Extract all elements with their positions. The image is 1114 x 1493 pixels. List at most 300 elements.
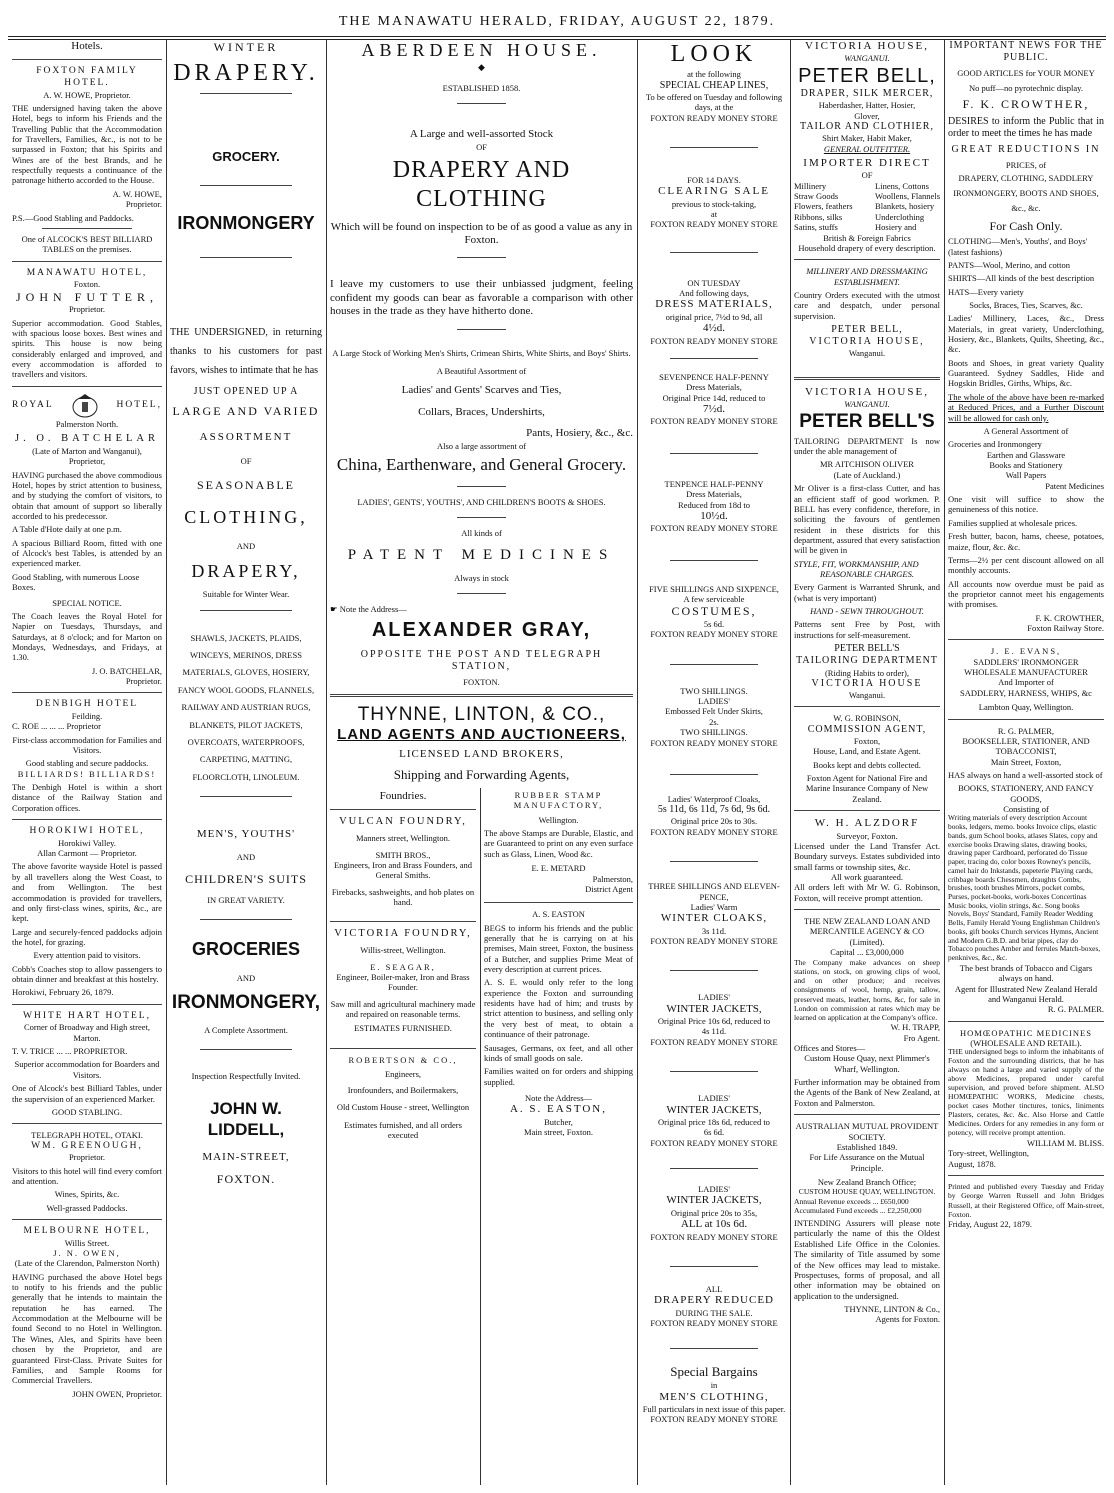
- saddlers-line: SADDLERS' IRONMONGER WHOLESALE MANUFACTURER: [964, 656, 1088, 678]
- column-hotels: [12, 40, 162, 1485]
- land-agents: LAND AGENTS AND AUCTIONEERS,: [337, 725, 626, 743]
- royal-hotel-name: J. O. BATCHELAR: [14, 433, 159, 445]
- hats-line: HATS—Every variety: [948, 286, 1024, 297]
- horokiwi-hotel-body4: Cobb's Coaches stop to allow passengers to obtain dinner and breakfast at this hostelry.: [12, 963, 162, 985]
- thynne-heading: THYNNE, LINTON, & CO.,: [357, 703, 606, 725]
- tobacco-line: The best brands of Tobacco and Cigars always on hand.: [959, 962, 1093, 984]
- denbigh-hotel-title: DENBIGH HOTEL: [35, 699, 139, 710]
- store-14: FOXTON READY MONEY STORE: [650, 1414, 778, 1425]
- reasonable-line: REASONABLE CHARGES.: [820, 569, 914, 580]
- vulcan-heading: VULCAN FOUNDRY,: [339, 816, 467, 828]
- stock-line: A Large and well-assorted Stock: [409, 128, 554, 141]
- easton-begs: BEGS to inform his friends and the public generally that he is carrying on at his premises, Main street, Foxton, the business of a Butcher, and supplies Prime Meat of every description at current prices.: [484, 922, 633, 975]
- column-divider: [326, 40, 327, 1485]
- white-hart-title: WHITE HART HOTEL,: [23, 1010, 151, 1021]
- masthead: THE MANAWATU HERALD, FRIDAY, AUGUST 22, 1879.: [338, 14, 776, 29]
- amp-revenue: Annual Revenue exceeds ... £650,000: [794, 1196, 909, 1206]
- suitable-label: Suitable for Winter Wear.: [202, 589, 290, 600]
- hotels-heading: Hotels.: [71, 40, 103, 52]
- white-hart-stabling: GOOD STABLING.: [51, 1106, 123, 1117]
- which-line: Which will be found on inspection to be of as good a value as any in Foxton.: [330, 220, 633, 246]
- foxton-hotel-body: THE undersigned having taken the above Hotel, begs to inform his Friends and the Travelling Public that the Accommodation for Travellers, Families, &c., is not to be surpassed in Foxton; that his Spirits and Wines are of the best Brands, and he respectfully requests a continuance of the patronage hitherto accorded to the House.: [12, 102, 162, 186]
- patent-medicines: PATENT MEDICINES: [347, 547, 616, 564]
- wj3-ladies: LADIES': [698, 1184, 730, 1195]
- previous-line: previous to stock-taking,: [671, 198, 757, 209]
- store-11: FOXTON READY MONEY STORE: [650, 1137, 778, 1148]
- wj-ladies: LADIES': [698, 992, 730, 1003]
- denbigh-hotel-place: Feilding.: [71, 710, 103, 721]
- royal-hotel-notice: The Coach leaves the Royal Hotel for Napier on Tuesdays, Thursdays, and Saturdays, at 8 o'clock; and for Marton on Mondays, Wednesdays, and Fridays, at 1.30.: [12, 610, 162, 663]
- tailoring-line: TAILORING DEPARTMENT Is now under the able management of: [794, 435, 940, 457]
- clothing-line: CLOTHING—Men's, Youths', and Boys' (latest fashions): [948, 236, 1088, 257]
- peter-bells-3: PETER BELL'S: [834, 643, 900, 655]
- great-reductions: GREAT REDUCTIONS IN: [951, 144, 1101, 156]
- store-12: FOXTON READY MONEY STORE: [650, 1231, 778, 1242]
- following-line: at the following: [687, 69, 741, 80]
- offices-line: Offices and Stores—: [794, 1043, 866, 1053]
- socks-line: Socks, Braces, Ties, Scarves, &c.: [969, 299, 1083, 310]
- seven-dm: Dress Materials,: [686, 382, 742, 393]
- further-info: Further information may be obtained from the Agents of the Bank of New Zealand, at Foxton and Palmerston.: [794, 1077, 940, 1108]
- crowther-name: F. K. CROWTHER,: [962, 97, 1090, 112]
- winter-jackets-2: WINTER JACKETS,: [666, 1103, 762, 1116]
- trapp-role: Fro Agent.: [903, 1032, 940, 1043]
- royal-hotel-body3: A spacious Billiard Room, fitted with one of Alcock's best Tables, is attended by an experienced marker.: [12, 537, 162, 569]
- melbourne-hotel-sign: JOHN OWEN, Proprietor.: [72, 1388, 162, 1399]
- tenpence: TENPENCE HALF-PENNY: [664, 478, 764, 489]
- royal-hotel-right: HOTEL,: [116, 399, 162, 410]
- smith-bros: SMITH BROS.,: [375, 849, 431, 860]
- victoria-addr: Willis-street, Wellington.: [360, 945, 446, 956]
- wanganui-3: Wanganui.: [848, 690, 886, 701]
- denbigh-hotel-name: C. ROE ... ... ... Proprietor: [12, 721, 102, 732]
- shipping-line: Shipping and Forwarding Agents,: [393, 767, 570, 783]
- and-label-3: AND: [236, 973, 256, 984]
- robinson-house: House, Land, and Estate Agent.: [813, 746, 921, 757]
- robertson-heading: ROBERTSON & CO.,: [348, 1054, 458, 1065]
- household-line: Household drapery of every description.: [798, 242, 936, 253]
- wj3-now: ALL at 10s 6d.: [680, 1218, 748, 1231]
- pants-line-6: PANTS—Wool, Merino, and cotton: [948, 259, 1071, 270]
- column-easton: [484, 790, 633, 1485]
- column-liddell: [170, 40, 322, 1485]
- agent-line: Agent for Illustrated New Zealand Herald and Wanganui Herald.: [954, 983, 1098, 1004]
- just-opened: JUST OPENED UP A: [193, 385, 299, 397]
- offered-line: To be offered on Tuesday and following days, at the: [645, 91, 783, 113]
- victoria-foundry-heading: VICTORIA FOUNDRY,: [334, 928, 472, 940]
- wj-now: 4s 11d.: [701, 1026, 727, 1037]
- estimates-furnished: Estimates furnished, and all orders executed: [344, 1120, 462, 1141]
- amp-heading: AUSTRALIAN MUTUAL PROVIDENT SOCIETY.: [795, 1121, 939, 1142]
- robinson-fire: Foxton Agent for National Fire and Marine Insurance Company of New Zealand.: [805, 773, 929, 804]
- childrens-suits: CHILDREN'S SUITS: [185, 872, 307, 887]
- palmer-list: Writing materials of every description Account books, ledgers, memo. books Invoice clips, elastic bands, gum School books, atlases Slates, copy and exercise books Drawing slates, drawing books, drawing paper Cardboard, perforated do Tissue paper, tracing do, color boxes Rowney's pencils, camel hair do Inkstands, papeterie Playing cards, cribbage boards Chessmen, draughts Combs, brushes, tooth brushes Mirrors, pocket combs, Purses, pocket-books, work-boxes Concertinas Music books, violin strings, &c. Song books Novels, Boys' Standard, Family Reader Wedding Bells, Family Herald Young Englishman Children's books, gift books Church services Hymns, Ancient and Modern G.B.D. and briar pipes, clay do Tobacco pouches Amber and ferrules Match-boxes, penknives, &c., &c.: [948, 813, 1101, 963]
- bookseller-line: BOOKSELLER, STATIONER, AND TOBACCONIST,: [962, 735, 1090, 757]
- liddell-thanks: THE UNDERSIGNED, in returning thanks to his customers for past favors, wishes to intimate that he has: [170, 326, 322, 376]
- on-tuesday: ON TUESDAY: [687, 277, 741, 288]
- drapery-reduced: DRAPERY REDUCED: [653, 1294, 775, 1307]
- all-label: ALL: [705, 1283, 723, 1294]
- store-9: FOXTON READY MONEY STORE: [650, 936, 778, 946]
- ironmongery-heading-2: IRONMONGERY,: [171, 992, 321, 1014]
- royal-hotel-header: [12, 393, 162, 419]
- licensed-brokers: LICENSED LAND BROKERS,: [399, 747, 564, 760]
- main-street: MAIN-STREET,: [202, 1150, 290, 1163]
- wanganui-1: WANGANUI.: [844, 53, 890, 64]
- column-divider: [166, 40, 167, 1485]
- full-particulars: Full particulars in next issue of this paper.: [642, 1404, 786, 1415]
- note-address: [330, 604, 633, 614]
- crowther-sign: F. K. CROWTHER,: [1035, 612, 1104, 623]
- rubber-stamps-body: The above Stamps are Durable, Elastic, and are Guaranteed to print on any even surface such as Glass, Linen, Wood &c.: [484, 828, 633, 859]
- white-hart-name: T. V. TRICE ... ... PROPRIETOR.: [12, 1046, 128, 1057]
- royal-crest-icon: [68, 393, 102, 419]
- metard-name: E. E. METARD: [531, 863, 586, 874]
- nz-loan-capital: Capital ... £3,000,000: [830, 947, 904, 958]
- white-hart-addr: Corner of Broadway and High street, Marton.: [23, 1022, 151, 1043]
- foxton-hotel-ps: P.S.—Good Stabling and Paddocks.: [12, 212, 134, 223]
- foundries-heading: Foundries.: [379, 790, 427, 802]
- easton-heading: A. S. EASTON: [532, 909, 585, 920]
- drapery-heading: DRAPERY.: [173, 59, 319, 86]
- winter-jackets-3: WINTER JACKETS,: [666, 1194, 762, 1207]
- allkinds-line: All kinds of: [461, 528, 502, 538]
- commission-agent: COMMISSION AGENT,: [807, 723, 927, 735]
- palmer-has: HAS always on hand a well-assorted stock of: [948, 769, 1103, 780]
- rubber-heading: RUBBER STAMP MANUFACTORY,: [513, 790, 604, 811]
- foxton-town: FOXTON.: [216, 1172, 276, 1187]
- melbourne-hotel-name: J. N. OWEN,: [53, 1247, 121, 1258]
- pointing-hand-icon: ☛: [330, 604, 340, 615]
- during-sale: DURING THE SALE.: [675, 1307, 753, 1318]
- seagar-desc: Engineer, Boiler-maker, Iron and Brass Founder.: [336, 971, 470, 993]
- groceries-heading: GROCERIES: [191, 939, 301, 960]
- prices-of: PRICES, of: [1005, 160, 1047, 171]
- amp-life: For Life Assurance on the Mutual Principle.: [809, 1152, 925, 1173]
- store-8: FOXTON READY MONEY STORE: [650, 826, 778, 837]
- and-label-2: AND: [236, 851, 256, 862]
- robinson-foxton: Foxton,: [853, 736, 881, 747]
- one-visit: One visit will suffice to show the genuineness of this notice.: [948, 494, 1104, 515]
- oliver-name: MR AITCHISON OLIVER: [820, 459, 914, 470]
- easton-butcher: Butcher,: [544, 1116, 573, 1127]
- telegraph-hotel-name: WM. GREENOUGH,: [31, 1140, 143, 1151]
- saddlery-line: SADDLERY, HARNESS, WHIPS, &c: [960, 687, 1092, 698]
- column-aberdeen: ABERDEEN HOUSE. ◆ ESTABLISHED 1858. A Large and well-assorted Stock OF DRAPERY AND CLOTHING Which will be found on inspection to be of as good a value as any in Foxton. I leave my customers to use their unbiassed judgment, feeling confident my goods can bear as favorable a comparison with other houses in the trade as they have hitherto done. A Large Stock of Working Men's Shirts, Crimean Shirts, White Shirts, and Boys' Shirts. A Beautiful Assortment of Ladies' and Gents' Scarves and Ties, Collars, Braces, Undershirts, Pants, Hosiery, &c., &c. Also a large assortment of China, Earthenware, and General Grocery. LADIES', GENTS', YOUTHS', AND CHILDREN'S BOOTS & SHOES. All kinds of PATENT MEDICINES Always in stock ☛ Note the Address— ALEXANDER GRAY, OPPOSITE THE POST AND TELEGRAPH STATION, FOXTON. THYNNE, LINTON, & CO., LAND AGENTS AND AUCTIONEERS, LICENSED LAND BROKERS, Shipping and Forwarding Agents,: [330, 40, 633, 785]
- and-label-1: AND: [236, 540, 256, 551]
- books-fancy: BOOKS, STATIONERY, AND FANCY GOODS,: [958, 783, 1094, 804]
- royal-hotel-late: (Late of Marton and Wanganui),: [32, 445, 142, 456]
- royal-hotel-body2: A Table d'Hote daily at one p.m.: [12, 524, 122, 535]
- manawatu-hotel-body: Superior accommodation. Good Stables, with spacious loose boxes. Best wines and spirits. This house is now being considerably enlarged and improved, and every accommodation is afforded to travellers and visitors.: [12, 317, 162, 380]
- ironmongery-heading: IRONMONGERY: [177, 212, 315, 233]
- general-assortment: A General Assortment of: [983, 425, 1069, 436]
- store-1: FOXTON READY MONEY STORE: [650, 112, 778, 123]
- for14: FOR 14 DAYS.: [687, 174, 741, 185]
- waterproof-prices: 5s 11d, 6s 11d, 7s 6d, 9s 6d.: [657, 804, 771, 816]
- patent-line: Patent Medicines: [1045, 480, 1104, 491]
- of-importer: OF: [861, 170, 873, 181]
- metard-district: District Agent: [585, 883, 633, 894]
- books-line: Books and Stationery: [989, 459, 1063, 470]
- robertson-engineers: Engineers,: [384, 1069, 422, 1080]
- easton-note: Note the Address—: [524, 1092, 593, 1103]
- bliss-name: WILLIAM M. BLISS.: [1027, 1137, 1104, 1148]
- winter-jackets: WINTER JACKETS,: [666, 1002, 762, 1015]
- costumes-price: 5s 6d.: [703, 619, 725, 630]
- seven-orig: Original Price 14d, reduced to: [662, 392, 766, 403]
- terms-line: Terms—2½ per cent discount allowed on all monthly accounts.: [948, 554, 1104, 576]
- metard-palmerston: Palmerston,: [592, 873, 633, 884]
- in-label: in: [710, 1380, 718, 1391]
- drapery-heading-2: DRAPERY,: [191, 561, 301, 582]
- pants-line: Pants, Hosiery, &c., &c.: [526, 427, 633, 440]
- dress-now: 4½d.: [703, 322, 725, 335]
- printed-line: Printed and published every Tuesday and Friday by George Warren Russell and John Bridges Russell, at their Registered Office, off Main-street, Foxton.: [948, 1182, 1104, 1219]
- fresh-line: Fresh butter, bacon, hams, cheese, potatoes, maize, flour, &c. &c.: [948, 531, 1104, 552]
- winter-label: WINTER: [213, 40, 279, 54]
- country-orders: Country Orders executed with the utmost care and despatch, under personal supervision.: [794, 289, 940, 321]
- nz-loan-heading: THE NEW ZEALAND LOAN AND MERCANTILE AGENCY & CO: [804, 916, 930, 937]
- inspection-invited: Inspection Respectfully Invited.: [191, 1070, 301, 1081]
- opposite-line: OPPOSITE THE POST AND TELEGRAPH STATION,: [360, 648, 603, 672]
- royal-hotel-place: Palmerston North.: [55, 418, 119, 429]
- column-crowther: [948, 40, 1104, 1485]
- five-shillings: FIVE SHILLINGS AND SIXPENCE,: [649, 583, 779, 594]
- at-line: at: [710, 209, 718, 220]
- beautiful-line: A Beautiful Assortment of: [436, 365, 527, 376]
- amp-intending: INTENDING Assurers will please note particularly the name of this the Oldest Established Life Office in the Colonies. The similarity of Title assumed by some of the New offices may lead to mistake. Prospectuses, forms of proposal, and all other information may be obtained on application to the undersigned.: [794, 1218, 940, 1301]
- masthead-rule: [8, 36, 1106, 37]
- alzdorf-work: All work guaranteed.: [831, 872, 903, 883]
- telegraph-hotel-title: TELEGRAPH HOTEL, OTAKI.: [31, 1130, 143, 1141]
- shirt-line: Shirt Maker, Habit Maker,: [822, 133, 912, 144]
- dress-price: original price, 7½d to 9d, all: [665, 311, 763, 322]
- british-line: British & Foreign Fabrics: [823, 232, 911, 243]
- ten-orig: Reduced from 18d to: [678, 499, 750, 510]
- ten-now: 10½d.: [700, 509, 728, 522]
- complete-assortment: A Complete Assortment.: [204, 1024, 288, 1035]
- mens-youths: MEN'S, YOUTHS': [196, 828, 296, 841]
- store-10: FOXTON READY MONEY STORE: [650, 1036, 778, 1047]
- mens-clothing: MEN'S CLOTHING,: [659, 1390, 769, 1403]
- clearing-sale: CLEARING SALE: [658, 185, 770, 198]
- shirts-line-6: SHIRTS—All kinds of the best description: [948, 273, 1095, 284]
- goods-columns: [794, 181, 940, 233]
- garment-line: Every Garment is Warranted Shrunk, and (what is very important): [794, 582, 940, 603]
- estimates-line: ESTIMATES FURNISHED.: [354, 1023, 452, 1034]
- special-bargains: Special Bargains: [670, 1364, 758, 1380]
- royal-hotel-left: ROYAL: [12, 399, 54, 410]
- goods-left: Millinery Straw Goods Flowers, feathers Ribbons, silks Satins, stuffs: [794, 180, 853, 233]
- families-line: Families supplied at wholesale prices.: [948, 517, 1078, 528]
- crowther-sign-2: Foxton Railway Store.: [1027, 623, 1104, 634]
- aberdeen-heading: ABERDEEN HOUSE.: [361, 40, 602, 60]
- assortment-label: ASSORTMENT: [199, 430, 293, 443]
- palmer-sign: R. G. PALMER.: [1047, 1004, 1104, 1015]
- store-3: FOXTON READY MONEY STORE: [650, 335, 778, 346]
- rubber-wellington: Wellington.: [538, 814, 579, 825]
- large-varied: LARGE AND VARIED: [172, 403, 320, 418]
- sawmill-line: Saw mill and agricultural machinery made and repaired on reasonable terms.: [330, 998, 476, 1019]
- horokiwi-hotel-place: Horokiwi Valley.: [58, 837, 116, 848]
- vulcan-addr: Manners street, Wellington.: [355, 833, 451, 844]
- amp-thynne: THYNNE, LINTON & Co.,: [844, 1303, 940, 1314]
- liddell-name: JOHN W. LIDDELL,: [207, 1099, 285, 1140]
- royal-hotel-body1: HAVING purchased the above commodious Hotel, hopes by strict attention to business, and by studying the comfort of visitors, to obtain that amount of support so liberally accorded to his predecessor.: [12, 469, 162, 521]
- alzdorf-licensed: Licensed under the Land Transfer Act. Boundary surveys. Estates subdivided into small farms or township sites, &c.: [794, 840, 940, 872]
- two-shillings-2: TWO SHILLINGS.: [680, 727, 748, 738]
- five-few: A few serviceable: [683, 594, 745, 605]
- outfitter-line: GENERAL OUTFITTER.: [823, 143, 911, 154]
- tailoring-dept-2: TAILORING DEPARTMENT: [796, 655, 938, 667]
- foxton-hotel-sign-title: Proprietor.: [125, 199, 162, 210]
- robinson-books: Books kept and debts collected.: [813, 759, 921, 770]
- seven-now: 7½d.: [703, 403, 725, 416]
- evans-name: J. E. EVANS,: [990, 646, 1062, 657]
- manawatu-hotel-title: MANAWATU HOTEL,: [26, 267, 148, 278]
- easton-main: Main street, Foxton.: [524, 1127, 593, 1138]
- telegraph-hotel-body1: Visitors to this hotel will find every comfort and attention.: [12, 1165, 162, 1186]
- denbigh-hotel-billiards: BILLIARDS! BILLIARDS!: [17, 768, 157, 779]
- melbourne-hotel-street: Willis Street.: [64, 1237, 110, 1248]
- alzdorf-surveyor: Surveyor, Foxton.: [836, 830, 898, 841]
- dress-materials: DRESS MATERIALS,: [655, 298, 773, 311]
- grocery-heading: GROCERY.: [212, 148, 280, 164]
- of-stock: OF: [476, 141, 487, 152]
- amp-custom-house: CUSTOM HOUSE QUAY, WELLINGTON.: [798, 1187, 936, 1197]
- store-5: FOXTON READY MONEY STORE: [650, 523, 778, 534]
- wanganui-2: WANGANUI.: [844, 399, 890, 410]
- look-heading: LOOK: [670, 41, 758, 67]
- royal-hotel-role: Proprietor,: [68, 456, 106, 467]
- royal-hotel-body4: Good Stabling, with numerous Loose Boxes.: [12, 571, 140, 593]
- riding-habits: (Riding Habits to order),: [824, 667, 910, 678]
- horokiwi-hotel-body3: Every attention paid to visitors.: [33, 950, 141, 961]
- horokiwi-hotel-date: Horokiwi, February 26, 1879.: [12, 987, 114, 998]
- old-custom-house: Old Custom House - street, Wellington: [336, 1101, 470, 1112]
- wj2-ladies: LADIES': [698, 1093, 730, 1104]
- crowther-drapery: DRAPERY, CLOTHING, SADDLERY IRONMONGERY, BOOTS AND SHOES, &c., &c.: [953, 172, 1099, 214]
- denbigh-hotel-body2: Good stabling and secure paddocks.: [25, 758, 149, 769]
- footer-date: Friday, August 22, 1879.: [948, 1219, 1032, 1230]
- alexander-gray: ALEXANDER GRAY,: [371, 619, 592, 642]
- store-7: FOXTON READY MONEY STORE: [650, 737, 778, 748]
- foxton-hotel-title: FOXTON FAMILY HOTEL.: [36, 66, 138, 88]
- august-date: August, 1878.: [948, 1158, 996, 1169]
- foxton-hotel-proprietor: A. W. HOWE, Proprietor.: [43, 89, 131, 100]
- style-line: STYLE, FIT, WORKMANSHIP, AND: [794, 558, 919, 569]
- homeo-wholesale: (WHOLESALE AND RETAIL).: [970, 1038, 1082, 1049]
- ten-dm: Dress Materials,: [686, 489, 742, 500]
- consisting-line: Consisting of: [1003, 804, 1049, 815]
- clothing-heading: CLOTHING,: [184, 506, 308, 527]
- store-4: FOXTON READY MONEY STORE: [650, 416, 778, 427]
- amp-agents: Agents for Foxton.: [875, 1314, 940, 1325]
- of-label: OF: [240, 455, 252, 466]
- victoria-house-2: VICTORIA HOUSE,: [805, 385, 929, 398]
- wanganui-sign: Wanganui.: [848, 348, 886, 359]
- great-variety: IN GREAT VARIETY.: [207, 894, 285, 905]
- and-following: And following days,: [679, 288, 749, 299]
- easton-experience: A. S. E. would only refer to the long experience the Foxton and surrounding residents have had of him; and trusts by strict attention to business, and selling only the very best of meat, to obtain a continuance of their patronage.: [484, 977, 633, 1040]
- peter-bell-heading: PETER BELL,: [798, 64, 936, 87]
- draper-line: DRAPER, SILK MERCER,: [800, 88, 934, 100]
- groceries-line: Groceries and Ironmongery: [948, 439, 1042, 450]
- ladies-line: Ladies' Millinery, Laces, &c., Dress Materials, in great variety, Underclothing, Hosiery, &c., Blankets, Quilts, Sheeting, &c., &c.: [948, 313, 1104, 355]
- manawatu-hotel-place: Foxton.: [73, 279, 101, 290]
- manawatu-hotel-role: Proprietor.: [68, 304, 106, 315]
- victoria-house-sign: VICTORIA HOUSE,: [809, 336, 925, 348]
- always-line: Always in stock: [454, 572, 509, 583]
- importer-line: IMPORTER DIRECT: [803, 156, 931, 169]
- goods-list: SHAWLS, JACKETS, PLAIDS, WINCEYS, MERINOS, DRESS MATERIALS, GLOVES, HOSIERY, FANCY WOOL GOODS, FLANNELS, RAILWAY AND AUSTRIAN RUGS, BLANKETS, PILOT JACKETS, OVERCOATS, WATERPROOFS, CARPETING, MATTING, FLOORCLOTH, LINOLEUM.: [177, 632, 315, 782]
- amp-established: Established 1849.: [836, 1141, 898, 1152]
- boots-shoes-line: Boots and Shoes, in great variety Quality Guaranteed. Sydney Saddles, Hide and Hogskin Bridles, Girths, Whips, &c.: [948, 357, 1104, 389]
- whole-remarked: The whole of the above have been re-marked at Reduced Prices, and a Further Discount will be allowed for cash only.: [948, 391, 1104, 423]
- note-address-text: Note the Address—: [339, 604, 407, 615]
- royal-hotel-notice-title: SPECIAL NOTICE.: [52, 597, 122, 608]
- amp-funds: Accumulated Fund exceeds ... £2,250,000: [794, 1205, 922, 1215]
- important-news: IMPORTANT NEWS FOR THE PUBLIC.: [949, 40, 1103, 64]
- good-articles: GOOD ARTICLES for YOUR MONEY: [957, 68, 1095, 79]
- column-divider: [790, 40, 791, 1485]
- tory-street: Tory-street, Wellington,: [948, 1148, 1029, 1159]
- easton-sausages: Sausages, Germans, ox feet, and all other kinds of small goods on sale.: [484, 1042, 633, 1063]
- nz-loan-company: The Company make advances on sheep stations, on stock, on growing clips of wool, and on other produce; and receives consignments of wool, hemp, grain, tallow, preserved meats, leather, horns, &c, for sale in London on commission at rates which may be learned on application at the Company's office.: [794, 957, 940, 1023]
- column-divider: [944, 40, 945, 1485]
- homeo-heading: HOMŒOPATHIC MEDICINES: [960, 1027, 1092, 1038]
- foxton-hotel-sign: A. W. HOWE,: [112, 188, 162, 199]
- cash-only: For Cash Only.: [989, 218, 1063, 233]
- patterns-line: Patterns sent Free by Post, with instructions for self-measurement.: [794, 619, 940, 640]
- also-line: Also a large assortment of: [436, 440, 527, 451]
- foxton-line: FOXTON.: [463, 677, 500, 688]
- drapery-clothing-heading: DRAPERY AND CLOTHING: [392, 157, 571, 213]
- peter-bell-sign: PETER BELL,: [831, 324, 903, 336]
- wj2-now: 6s 6d.: [703, 1127, 725, 1138]
- easton-name: A. S. EASTON,: [509, 1103, 607, 1116]
- denbigh-hotel-body3: The Denbigh Hotel is within a short distance of the Railway Station and Corporation offices.: [12, 782, 162, 813]
- royal-hotel-sign-title: Proprietor.: [125, 676, 162, 687]
- store-6: FOXTON READY MONEY STORE: [650, 629, 778, 640]
- telegraph-hotel-body3: Well-grassed Paddocks.: [46, 1202, 128, 1213]
- winter-cloaks: WINTER CLOAKS,: [660, 912, 768, 925]
- amp-branch: New Zealand Branch Office;: [817, 1176, 917, 1187]
- felt-skirts: Embossed Felt Under Skirts,: [665, 706, 763, 717]
- ladies-1: LADIES': [698, 696, 730, 707]
- column-peter-bell: [794, 40, 940, 1485]
- felt-price: 2s.: [709, 716, 719, 727]
- sevenpence: SEVENPENCE HALF-PENNY: [659, 371, 769, 382]
- china-heading: China, Earthenware, and General Grocery.: [336, 454, 627, 474]
- easton-families: Families waited on for orders and shipping supplied.: [484, 1066, 633, 1087]
- scarves-line: Ladies' and Gents' Scarves and Ties,: [401, 384, 562, 397]
- goods-right: Linens, Cottons Woollens, Flannels Blankets, hosiery Underclothing Hosiery and: [875, 180, 940, 233]
- wallpapers-line: Wall Papers: [1005, 470, 1047, 481]
- seagar-name: E. SEAGAR,: [370, 961, 436, 972]
- melbourne-hotel-late: (Late of the Clarendon, Palmerston North): [14, 1258, 160, 1269]
- three-ladies: Ladies' Warm: [690, 901, 738, 912]
- victoria-house-3: VICTORIA HOUSE: [811, 677, 923, 689]
- cloaks-price: 3s 11d.: [701, 925, 727, 936]
- horokiwi-hotel-body2: Large and securely-fenced paddocks adjoin the hotel, for grazing.: [12, 926, 162, 947]
- melbourne-hotel-title: MELBOURNE HOTEL,: [23, 1225, 151, 1236]
- column-divider: [480, 788, 481, 1485]
- smith-desc: Engineers, Iron and Brass Founders, and General Smiths.: [333, 859, 473, 881]
- nz-loan-limited: (Limited).: [849, 936, 885, 947]
- royal-hotel-sign: J. O. BATCHELAR,: [91, 665, 162, 676]
